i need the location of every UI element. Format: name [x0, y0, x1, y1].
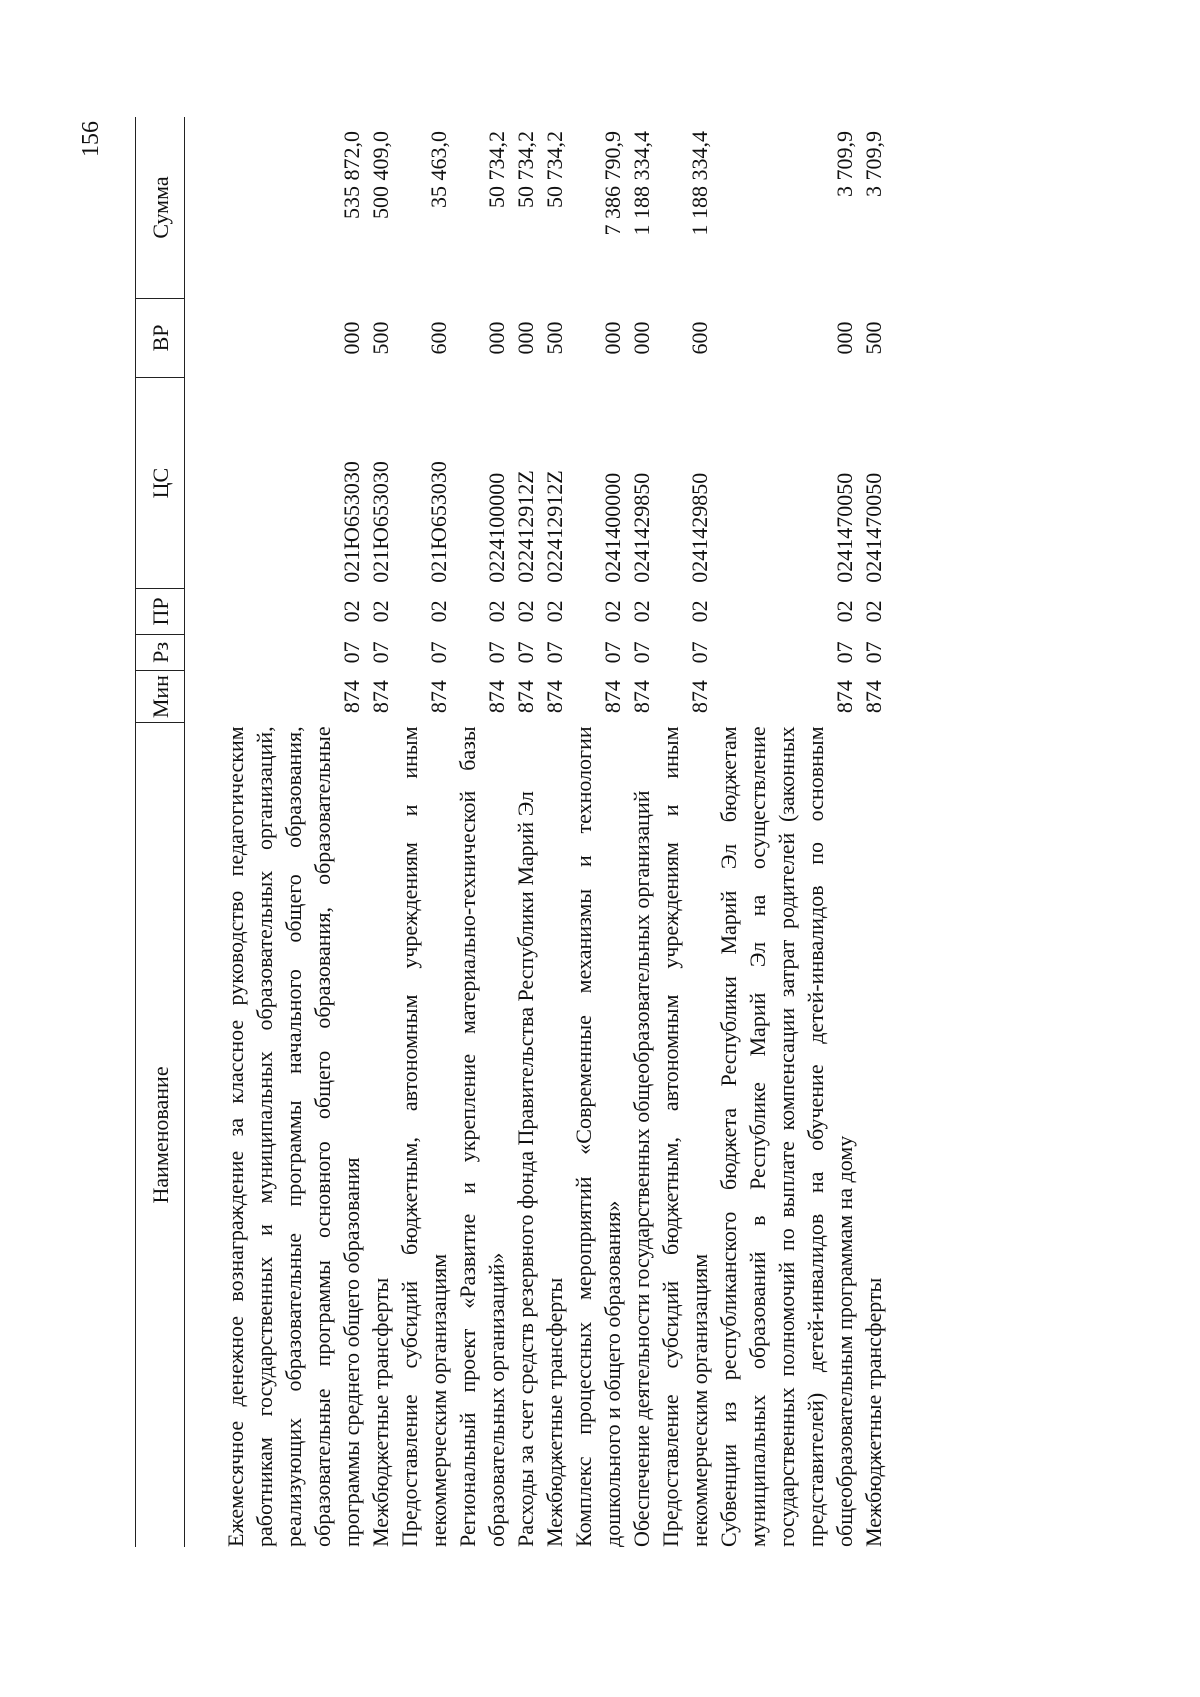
cell-sum: 1 188 334,4	[629, 131, 654, 236]
cell-cs: 0241470050	[861, 472, 886, 583]
cell-cs: 021Ю653030	[339, 461, 364, 583]
cell-vr: 500	[542, 321, 567, 355]
cell-min: 874	[426, 680, 451, 714]
cell-min: 874	[629, 680, 654, 714]
cell-rz: 07	[542, 641, 567, 664]
budget-table	[135, 117, 888, 1547]
cell-rz: 07	[513, 641, 538, 664]
cell-name: Межбюджетные трансферты	[861, 1277, 886, 1547]
cell-cs: 021Ю653030	[426, 461, 451, 583]
cell-pr: 02	[687, 600, 712, 623]
cell-vr: 600	[687, 321, 712, 355]
cell-rz: 07	[861, 641, 886, 664]
cell-pr: 02	[339, 600, 364, 623]
cell-sum: 3 709,9	[832, 131, 857, 197]
table-row	[185, 117, 367, 1547]
cell-rz: 07	[426, 641, 451, 664]
cell-sum: 7 386 790,9	[600, 131, 625, 236]
cell-sum: 50 734,2	[484, 131, 509, 208]
table-row	[540, 117, 569, 1547]
table-row	[511, 117, 540, 1547]
table-header	[136, 117, 185, 1547]
cell-cs: 022412912Z	[513, 470, 538, 583]
cell-name: Ежемесячное денежное вознаграждение за классное руководство педагогическим работникам государственных и муниципальных образовательных организаций, реализующих образовательные программы начального общего образования, образовательные программы основного общего образования, образовательные программы среднего общего образования	[223, 726, 364, 1547]
cell-sum: 50 734,2	[542, 131, 567, 208]
page-number: 156	[78, 121, 104, 157]
cell-cs: 0241470050	[832, 472, 857, 583]
cell-pr: 02	[368, 600, 393, 623]
cell-cs: 0241429850	[629, 472, 654, 583]
header-vr: ВР	[136, 299, 185, 378]
header-pr: ПР	[136, 589, 185, 634]
cell-name: Региональный проект «Развитие и укрепление материально-технической базы образовательных организаций»	[455, 726, 509, 1547]
cell-rz: 07	[368, 641, 393, 664]
cell-min: 874	[861, 680, 886, 714]
table-row	[395, 117, 453, 1547]
cell-name: Расходы за счет средств резервного фонда Правительства Республики Марий Эл	[513, 791, 538, 1547]
cell-rz: 07	[600, 641, 625, 664]
cell-rz: 07	[687, 641, 712, 664]
cell-name: Обеспечение деятельности государственных общеобразовательных организаций	[629, 790, 654, 1547]
table-row	[714, 117, 859, 1547]
cell-pr: 02	[861, 600, 886, 623]
cell-sum: 50 734,2	[513, 131, 538, 208]
cell-min: 874	[513, 680, 538, 714]
table-row	[366, 117, 395, 1547]
cell-vr: 000	[600, 321, 625, 355]
cell-vr: 000	[484, 321, 509, 355]
cell-name: Предоставление субсидий бюджетным, автономным учреждениям и иным некоммерческим организациям	[397, 726, 451, 1547]
cell-min: 874	[687, 680, 712, 714]
cell-name: Предоставление субсидий бюджетным, автономным учреждениям и иным некоммерческим организациям	[658, 726, 712, 1547]
cell-vr: 000	[629, 321, 654, 355]
cell-vr: 000	[339, 321, 364, 355]
cell-pr: 02	[484, 600, 509, 623]
cell-sum: 500 409,0	[368, 131, 393, 219]
cell-min: 874	[600, 680, 625, 714]
header-name: Наименование	[136, 722, 185, 1547]
cell-vr: 500	[368, 321, 393, 355]
cell-vr: 500	[861, 321, 886, 355]
header-min: Мин	[136, 671, 185, 723]
header-cs: ЦС	[136, 377, 185, 588]
cell-pr: 02	[542, 600, 567, 623]
cell-min: 874	[484, 680, 509, 714]
cell-sum: 35 463,0	[426, 131, 451, 208]
header-row	[136, 117, 185, 1547]
cell-min: 874	[832, 680, 857, 714]
cell-cs: 021Ю653030	[368, 461, 393, 583]
cell-cs: 0241400000	[600, 472, 625, 583]
cell-rz: 07	[832, 641, 857, 664]
table-row	[656, 117, 714, 1547]
cell-name: Межбюджетные трансферты	[368, 1277, 393, 1547]
cell-rz: 07	[339, 641, 364, 664]
cell-name: Межбюджетные трансферты	[542, 1277, 567, 1547]
cell-rz: 07	[629, 641, 654, 664]
cell-pr: 02	[832, 600, 857, 623]
cell-pr: 02	[629, 600, 654, 623]
header-rz: Рз	[136, 634, 185, 671]
cell-cs: 022412912Z	[542, 470, 567, 583]
cell-min: 874	[368, 680, 393, 714]
cell-sum: 3 709,9	[861, 131, 886, 197]
table-row	[859, 117, 888, 1547]
cell-cs: 0224100000	[484, 472, 509, 583]
cell-pr: 02	[426, 600, 451, 623]
table-row	[453, 117, 511, 1547]
cell-min: 874	[542, 680, 567, 714]
cell-vr: 000	[832, 321, 857, 355]
cell-vr: 000	[513, 321, 538, 355]
cell-sum: 535 872,0	[339, 131, 364, 219]
cell-pr: 02	[600, 600, 625, 623]
cell-rz: 07	[484, 641, 509, 664]
cell-name: Комплекс процессных мероприятий «Современные механизмы и технологии дошкольного и общего образования»	[571, 726, 625, 1547]
cell-name: Субвенции из республиканского бюджета Республики Марий Эл бюджетам муниципальных образований в Республике Марий Эл на осуществление государственных полномочий по выплате компенсации затрат родителей (законных представителей) детей-инвалидов на обучение детей-инвалидов по основным общеобразовательным программам на дому	[716, 726, 857, 1547]
header-sum: Сумма	[136, 117, 185, 299]
cell-pr: 02	[513, 600, 538, 623]
cell-vr: 600	[426, 321, 451, 355]
table-row	[627, 117, 656, 1547]
cell-cs: 0241429850	[687, 472, 712, 583]
table-body	[185, 117, 889, 1547]
cell-sum: 1 188 334,4	[687, 131, 712, 236]
table-row	[569, 117, 627, 1547]
cell-min: 874	[339, 680, 364, 714]
